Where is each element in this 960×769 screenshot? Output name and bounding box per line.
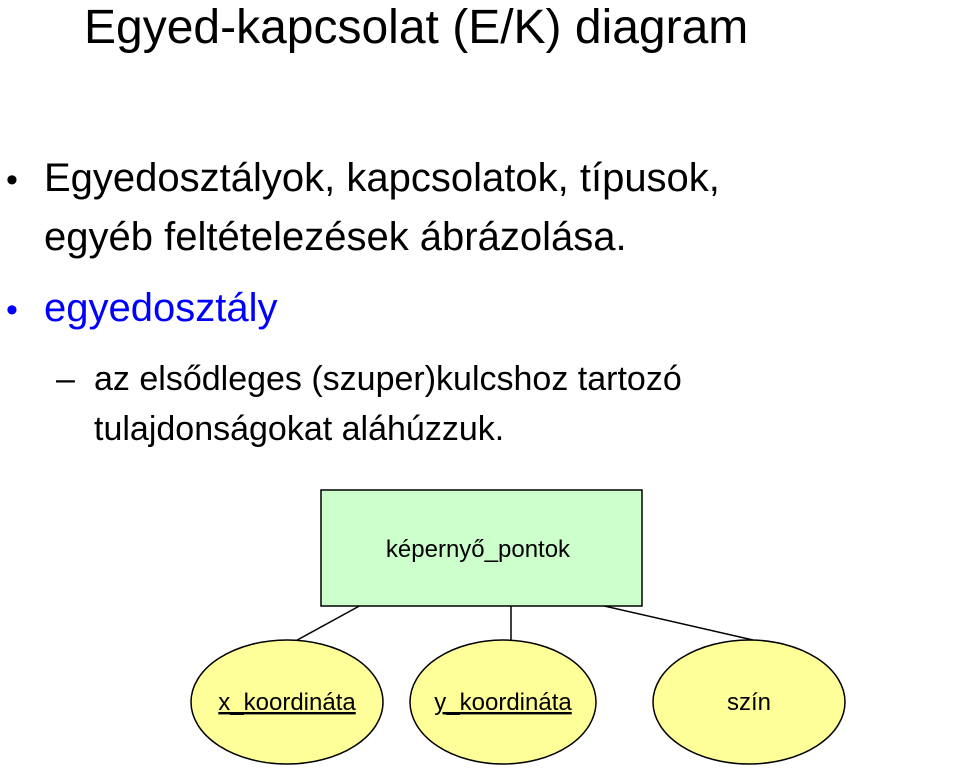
attribute-label-y-koordinata: y_koordináta [434,689,572,716]
connector-line [600,605,753,640]
sub-bullet-marker: – [56,360,75,398]
slide-title: Egyed-kapcsolat (E/K) diagram [84,1,749,54]
entity-label: képernyő_pontok [385,536,571,563]
attribute-label-x-koordinata: x_koordináta [218,689,356,716]
bullet-1-line-1: Egyedosztályok, kapcsolatok, típusok, [44,156,720,200]
bullet-2-line-1: egyedosztály [44,286,278,330]
bullet-1-line-2: egyéb feltételezések ábrázolása. [44,215,627,259]
attribute-label-szin: szín [726,689,772,716]
connector-line [290,604,363,644]
bullet-marker: • [6,291,18,329]
sub-bullet-line-2: tulajdonságokat aláhúzzuk. [94,410,505,448]
sub-bullet-line-1: az elsődleges (szuper)kulcshoz tartozó [94,360,682,398]
bullet-marker: • [6,161,18,199]
